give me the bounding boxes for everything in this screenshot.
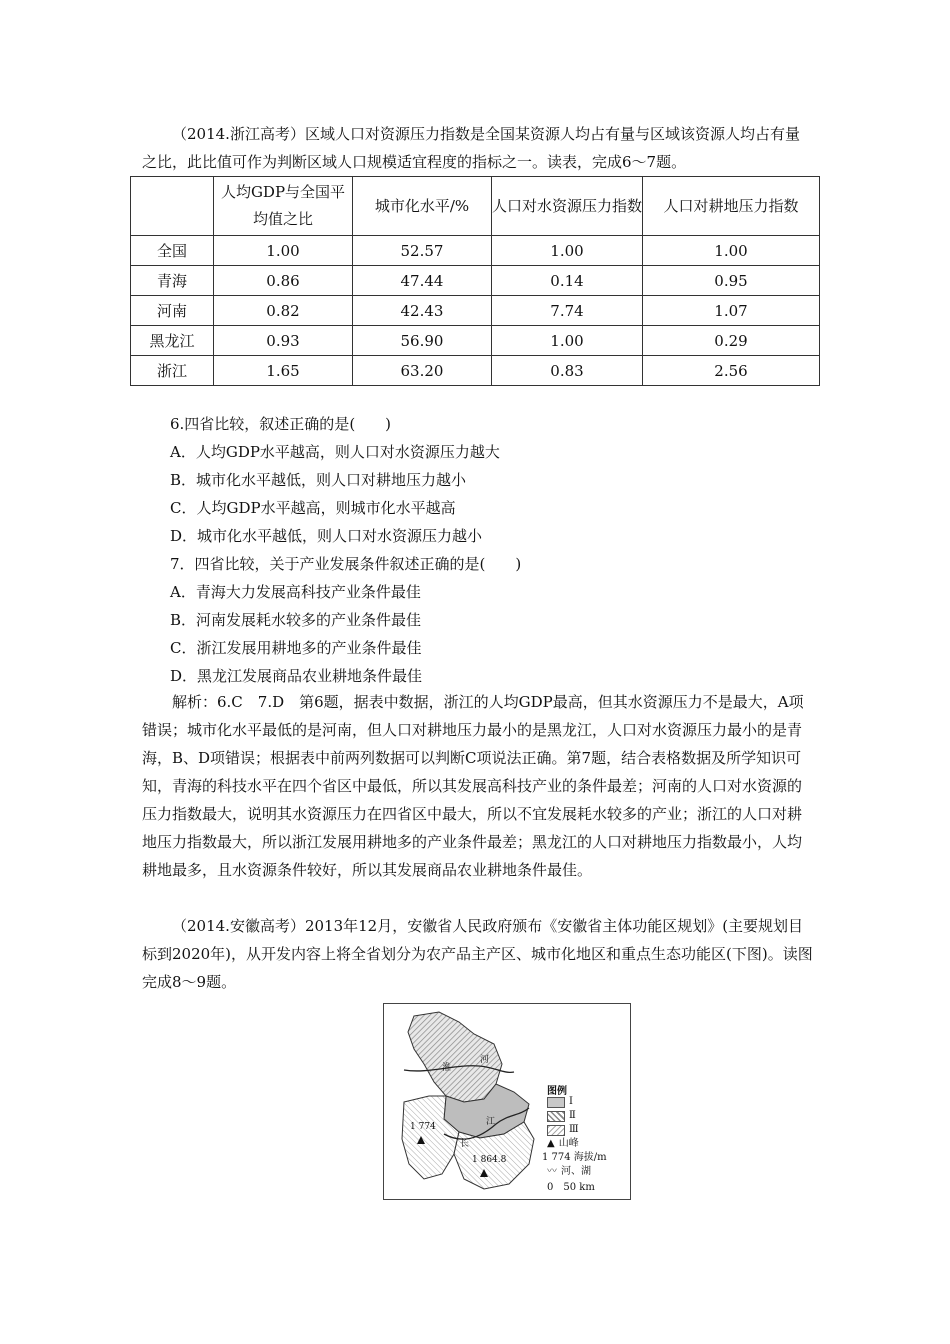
table-row xyxy=(131,296,820,326)
table-cell-name: 全国 xyxy=(131,236,214,266)
table-cell-name: 黑龙江 xyxy=(131,326,214,356)
table-cell-gdp: 1.65 xyxy=(214,356,353,386)
table-cell-urban: 52.57 xyxy=(353,236,492,266)
q7-option-d: D．黑龙江发展商品农业耕地条件最佳 xyxy=(170,667,423,685)
legend-item-elevation xyxy=(542,1152,607,1164)
legend-label: 河、湖 xyxy=(561,1166,591,1177)
q6-option-c: C．人均GDP水平越高，则城市化水平越高 xyxy=(170,499,456,517)
table-cell-water: 0.14 xyxy=(492,266,643,296)
table-cell-water: 1.00 xyxy=(492,326,643,356)
data-table xyxy=(130,176,820,386)
table-cell-gdp: 0.82 xyxy=(214,296,353,326)
table-header-water: 人口对水资源压力指数 xyxy=(492,177,643,236)
intro-paragraph-q8-9: （2014.安徽高考）2013年12月，安徽省人民政府颁布《安徽省主体功能区规划》(主要规划目标到2020年)，从开发内容上将全省划分为农产品主产区、城市化地区和重点生态功能区(下图)。读图完成8～9题。 xyxy=(142,917,813,991)
legend-title: 图例 xyxy=(547,1086,567,1097)
table-cell-urban: 47.44 xyxy=(353,266,492,296)
table-cell-land: 0.29 xyxy=(643,326,820,356)
table-cell-urban: 63.20 xyxy=(353,356,492,386)
table-cell-water: 0.83 xyxy=(492,356,643,386)
table-row xyxy=(131,266,820,296)
q6-option-d: D．城市化水平越低，则人口对水资源压力越小 xyxy=(170,527,483,545)
table-header-row xyxy=(131,177,820,236)
table-cell-gdp: 1.00 xyxy=(214,236,353,266)
table-header-land: 人口对耕地压力指数 xyxy=(643,177,820,236)
q7-stem: 7．四省比较，关于产业发展条件叙述正确的是( ) xyxy=(170,555,522,573)
q7-option-c: C．浙江发展用耕地多的产业条件最佳 xyxy=(170,639,422,657)
table-cell-water: 7.74 xyxy=(492,296,643,326)
map-label-he: 河 xyxy=(480,1055,490,1065)
table-cell-name: 浙江 xyxy=(131,356,214,386)
map-label-peak-1774: 1 774 xyxy=(410,1122,436,1132)
map-label-peak-1864: 1 864.8 xyxy=(472,1155,507,1165)
legend-item-peak xyxy=(547,1138,579,1150)
intro-paragraph-q6-7: （2014.浙江高考）区域人口对资源压力指数是全国某资源人均占有量与区域该资源人均占有量之比，此比值可作为判断区域人口规模适宜程度的指标之一。读表，完成6～7题。 xyxy=(142,125,800,171)
anhui-map-figure xyxy=(383,1003,631,1200)
table-row xyxy=(131,356,820,386)
table-header-gdp: 人均GDP与全国平均值之比 xyxy=(214,177,353,236)
table-header-urban: 城市化水平/% xyxy=(353,177,492,236)
map-label-huai: 淮 xyxy=(442,1063,452,1073)
table-cell-gdp: 0.86 xyxy=(214,266,353,296)
table-cell-urban: 42.43 xyxy=(353,296,492,326)
legend-swatch-3 xyxy=(547,1125,565,1136)
mountain-peak-icon: ▲ xyxy=(547,1138,555,1149)
q6-option-b: B．城市化水平越低，则人口对耕地压力越小 xyxy=(170,471,467,489)
legend-label: 1 774 海拔/m xyxy=(542,1152,607,1163)
table-cell-name: 青海 xyxy=(131,266,214,296)
map-label-chang: 长 xyxy=(460,1139,470,1149)
table-cell-urban: 56.90 xyxy=(353,326,492,356)
map-label-jiang: 江 xyxy=(486,1117,496,1127)
legend-label: Ⅱ xyxy=(569,1110,576,1121)
table-cell-land: 1.00 xyxy=(643,236,820,266)
table-cell-land: 0.95 xyxy=(643,266,820,296)
q6-option-a: A．人均GDP水平越高，则人口对水资源压力越大 xyxy=(170,443,500,461)
scale-label: 0 50 km xyxy=(547,1182,595,1193)
legend-label: 山峰 xyxy=(558,1138,579,1149)
table-header-blank xyxy=(131,177,214,236)
table-row xyxy=(131,236,820,266)
table-cell-name: 河南 xyxy=(131,296,214,326)
anhui-map-drawing xyxy=(384,1004,630,1199)
table-cell-gdp: 0.93 xyxy=(214,326,353,356)
q7-option-b: B．河南发展耗水较多的产业条件最佳 xyxy=(170,611,422,629)
legend-item-1 xyxy=(547,1096,573,1108)
legend-label: Ⅰ xyxy=(569,1096,573,1107)
legend-item-2 xyxy=(547,1110,576,1122)
legend-item-3 xyxy=(547,1124,579,1136)
legend-label: Ⅲ xyxy=(569,1124,579,1135)
q6-stem: 6.四省比较，叙述正确的是( ) xyxy=(170,415,392,433)
q7-option-a: A．青海大力发展高科技产业条件最佳 xyxy=(170,583,421,601)
table-cell-water: 1.00 xyxy=(492,236,643,266)
scale-bar xyxy=(547,1182,595,1194)
table-cell-land: 2.56 xyxy=(643,356,820,386)
legend-item-river xyxy=(547,1166,591,1178)
table-cell-land: 1.07 xyxy=(643,296,820,326)
table-row xyxy=(131,326,820,356)
analysis-paragraph: 解析：6.C 7.D 第6题，据表中数据，浙江的人均GDP最高，但其水资源压力不是最大，A项错误；城市化水平最低的是河南，但人口对耕地压力最小的是黑龙江，人口对水资源压力最小的是青海，B、D项错误；根据表中前两列数据可以判断C项说法正确。第7题，结合表格数据及所学知识可知，青海的科技水平在四个省区中最低，所以其发展高科技产业的条件最差；河南的人口对水资源的压力指数最大，说明其水资源压力在四省区中最大，所以不宜发展耗水较多的产业；浙江的人口对耕地压力指数最大，所以浙江发展用耕地多的产业条件最差；黑龙江的人口对耕地压力指数最小，人均耕地最多，且水资源条件较好，所以其发展商品农业耕地条件最佳。 xyxy=(142,693,804,879)
river-lake-icon: 〰 xyxy=(547,1166,557,1177)
legend-swatch-2 xyxy=(547,1111,565,1122)
legend-swatch-1 xyxy=(547,1097,565,1108)
